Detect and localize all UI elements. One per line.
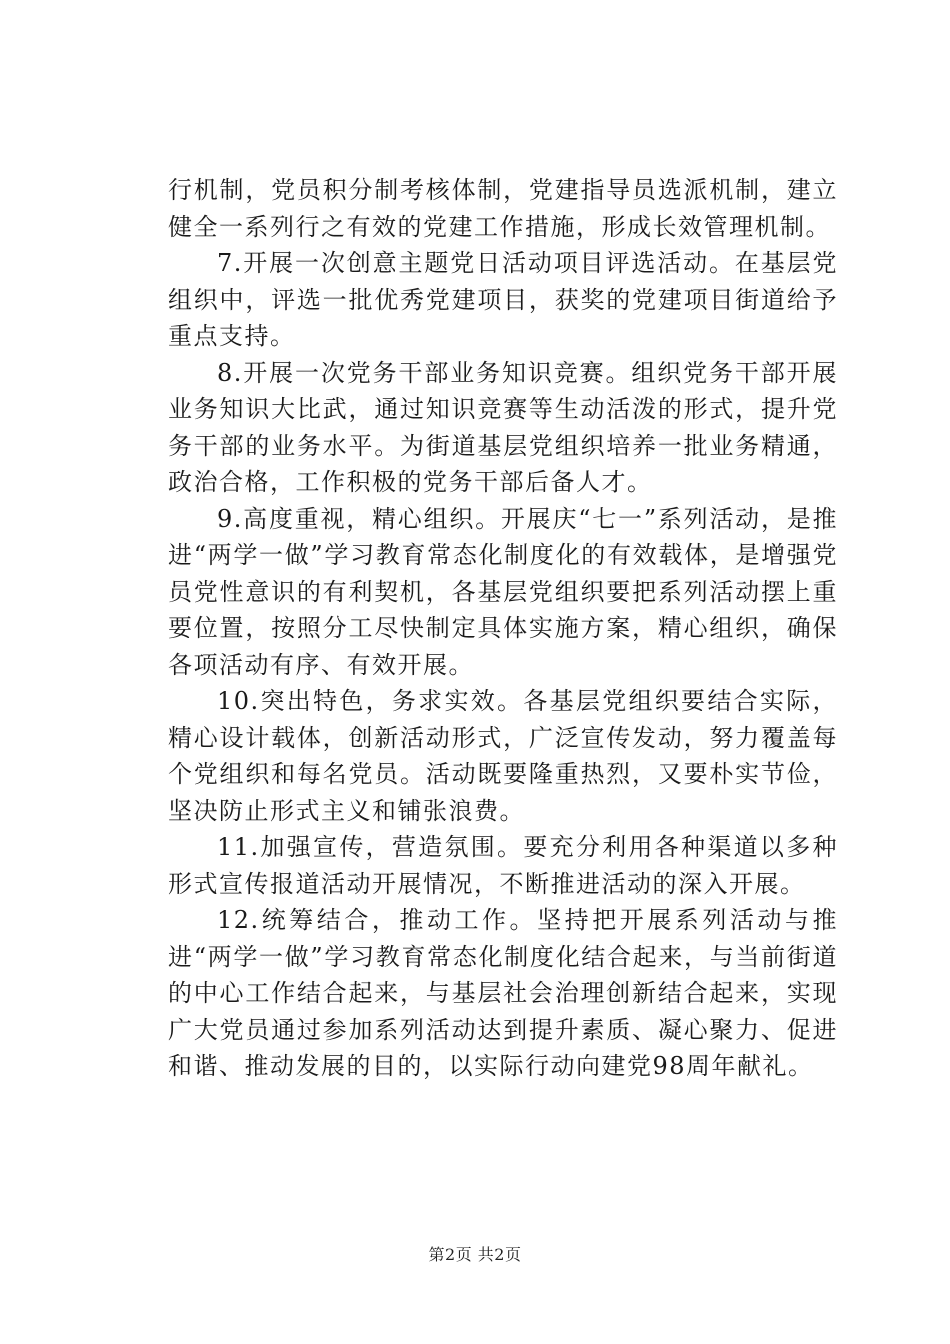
page-number-footer: 第2页 共2页 [428,1245,522,1264]
paragraph-item-11: 11.加强宣传，营造氛围。要充分利用各种渠道以多种形式宣传报道活动开展情况，不断推进活动的深入开展。 [168,833,838,898]
paragraph-item-8: 8.开展一次党务干部业务知识竞赛。组织党务干部开展业务知识大比武，通过知识竞赛等生动活泼的形式，提升党务干部的业务水平。为街道基层党组织培养一批业务精通，政治合格，工作积极的党务干部后备人才。 [168,358,838,496]
document-body [168,172,838,1085]
paragraph-item-9: 9.高度重视，精心组织。开展庆“七一”系列活动，是推进“两学一做”学习教育常态化制度化的有效载体，是增强党员党性意识的有利契机，各基层党组织要把系列活动摆上重要位置，按照分工尽快制定具体实施方案，精心组织，确保各项活动有序、有效开展。 [168,504,838,679]
paragraph-continuation: 行机制，党员积分制考核体制，党建指导员选派机制，建立健全一系列行之有效的党建工作措施，形成长效管理机制。 [168,176,838,241]
paragraph-item-7: 7.开展一次创意主题党日活动项目评选活动。在基层党组织中，评选一批优秀党建项目，获奖的党建项目街道给予重点支持。 [168,249,838,350]
paragraph-item-10: 10.突出特色，务求实效。各基层党组织要结合实际，精心设计载体，创新活动形式，广泛宣传发动，努力覆盖每个党组织和每名党员。活动既要隆重热烈，又要朴实节俭，坚决防止形式主义和铺张浪费。 [168,687,838,825]
paragraph-item-12: 12.统筹结合，推动工作。坚持把开展系列活动与推进“两学一做”学习教育常态化制度化结合起来，与当前街道的中心工作结合起来，与基层社会治理创新结合起来，实现广大党员通过参加系列活动达到提升素质、凝心聚力、促进和谐、推动发展的目的，以实际行动向建党98周年献礼。 [168,906,838,1080]
